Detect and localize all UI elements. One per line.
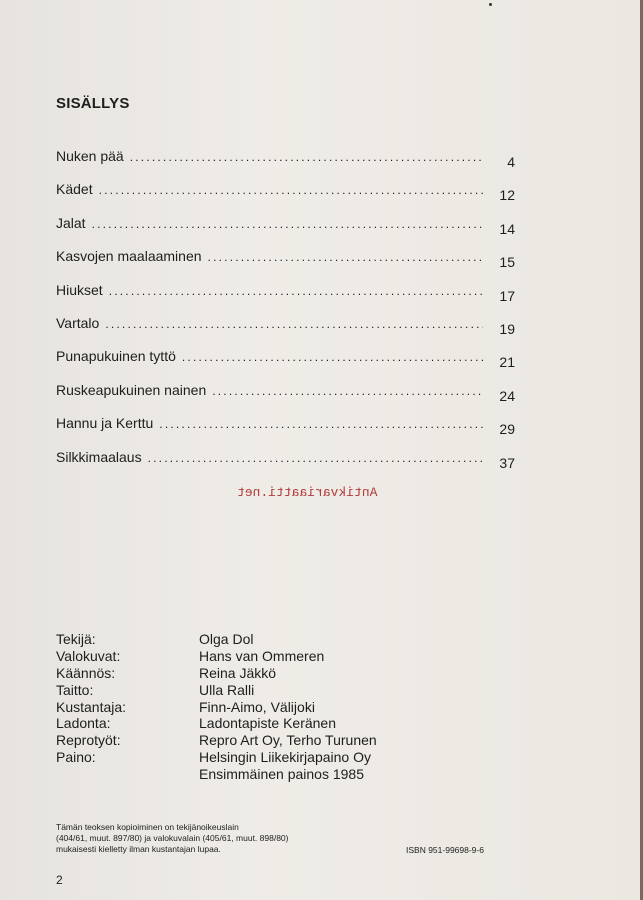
toc-entry-page: 15 — [499, 254, 515, 271]
credit-role: Ladonta: — [56, 715, 111, 732]
credit-name: Reina Jäkkö — [199, 664, 277, 681]
credit-name: Ladontapiste Keränen — [199, 715, 336, 732]
watermark-stamp: Antikvariaatti.net — [237, 485, 378, 500]
toc-entry-title: Punapukuinen tyttö — [56, 348, 176, 365]
credit-row — [56, 682, 377, 699]
table-of-contents — [56, 148, 515, 482]
toc-entry — [56, 382, 515, 415]
toc-entry-title: Kasvojen maalaaminen — [56, 248, 202, 265]
toc-entry — [56, 415, 515, 448]
toc-entry-title: Nuken pää — [56, 148, 124, 164]
credit-row — [56, 699, 377, 716]
dot-leader — [159, 417, 483, 431]
toc-entry-title: Hiukset — [56, 281, 103, 298]
toc-entry-page: 17 — [499, 287, 515, 304]
credit-name: Repro Art Oy, Terho Turunen — [199, 732, 377, 749]
dot-leader — [109, 284, 483, 298]
toc-entry-title: Kädet — [56, 181, 93, 198]
credit-row — [56, 766, 377, 783]
contents-heading: SISÄLLYS — [56, 95, 130, 112]
credit-row — [56, 732, 377, 749]
credit-name: Ulla Ralli — [199, 681, 255, 698]
credits-block — [56, 631, 377, 783]
isbn: ISBN 951-99698-9-6 — [406, 845, 484, 855]
credit-role: Reprotyöt: — [56, 732, 121, 749]
toc-entry-page: 37 — [499, 454, 515, 471]
toc-entry-page: 21 — [499, 354, 515, 371]
toc-entry-title: Hannu ja Kerttu — [56, 415, 154, 432]
toc-entry — [56, 282, 515, 315]
toc-entry — [56, 215, 515, 248]
copyright-line: Tämän teoksen kopioiminen on tekijänoikeuslain — [56, 822, 239, 832]
credit-role: Paino: — [56, 749, 96, 766]
toc-entry-title: Ruskeapukuinen nainen — [56, 381, 207, 398]
toc-entry — [56, 148, 515, 181]
toc-entry — [56, 181, 515, 214]
copyright-notice — [56, 822, 366, 855]
credit-name: Finn-Aimo, Välijoki — [199, 698, 315, 715]
dot-leader — [148, 451, 483, 465]
credit-row — [56, 631, 377, 648]
toc-entry — [56, 248, 515, 281]
dot-leader — [182, 350, 483, 364]
toc-entry — [56, 315, 515, 348]
credit-role: Valokuvat: — [56, 647, 121, 664]
dot-leader — [130, 150, 483, 164]
credit-role: Käännös: — [56, 664, 116, 681]
toc-entry-title: Vartalo — [56, 314, 100, 331]
dot-leader — [212, 384, 483, 398]
copyright-line: (404/61, muut. 897/80) ja valokuvalain (405/61, muut. 898/80) — [56, 833, 289, 843]
toc-entry-title: Jalat — [56, 214, 86, 231]
page-number: 2 — [56, 873, 63, 887]
ink-speck — [489, 3, 492, 6]
dot-leader — [92, 217, 483, 231]
toc-entry — [56, 449, 515, 482]
copyright-line: mukaisesti kielletty ilman kustantajan lupaa. — [56, 844, 221, 854]
dot-leader — [208, 250, 483, 264]
credit-row — [56, 715, 377, 732]
credit-role: Kustantaja: — [56, 698, 127, 715]
toc-entry-page: 14 — [499, 220, 515, 237]
dot-leader — [105, 317, 483, 331]
toc-entry — [56, 348, 515, 381]
toc-entry-page: 12 — [499, 187, 515, 204]
credit-name: Helsingin Liikekirjapaino Oy — [199, 749, 371, 766]
credit-row — [56, 648, 377, 665]
credit-role — [56, 766, 199, 783]
toc-entry-page: 19 — [499, 320, 515, 337]
credit-name: Hans van Ommeren — [199, 647, 325, 664]
credit-row — [56, 749, 377, 766]
credit-name: Olga Dol — [199, 631, 254, 647]
toc-entry-page: 24 — [499, 387, 515, 404]
edition-note: Ensimmäinen painos 1985 — [199, 766, 364, 783]
toc-entry-page: 4 — [507, 154, 515, 170]
toc-entry-page: 29 — [499, 421, 515, 438]
dot-leader — [99, 183, 483, 197]
credit-role: Tekijä: — [56, 631, 96, 647]
credit-row — [56, 665, 377, 682]
toc-entry-title: Silkkimaalaus — [56, 448, 142, 465]
credit-role: Taitto: — [56, 681, 94, 698]
